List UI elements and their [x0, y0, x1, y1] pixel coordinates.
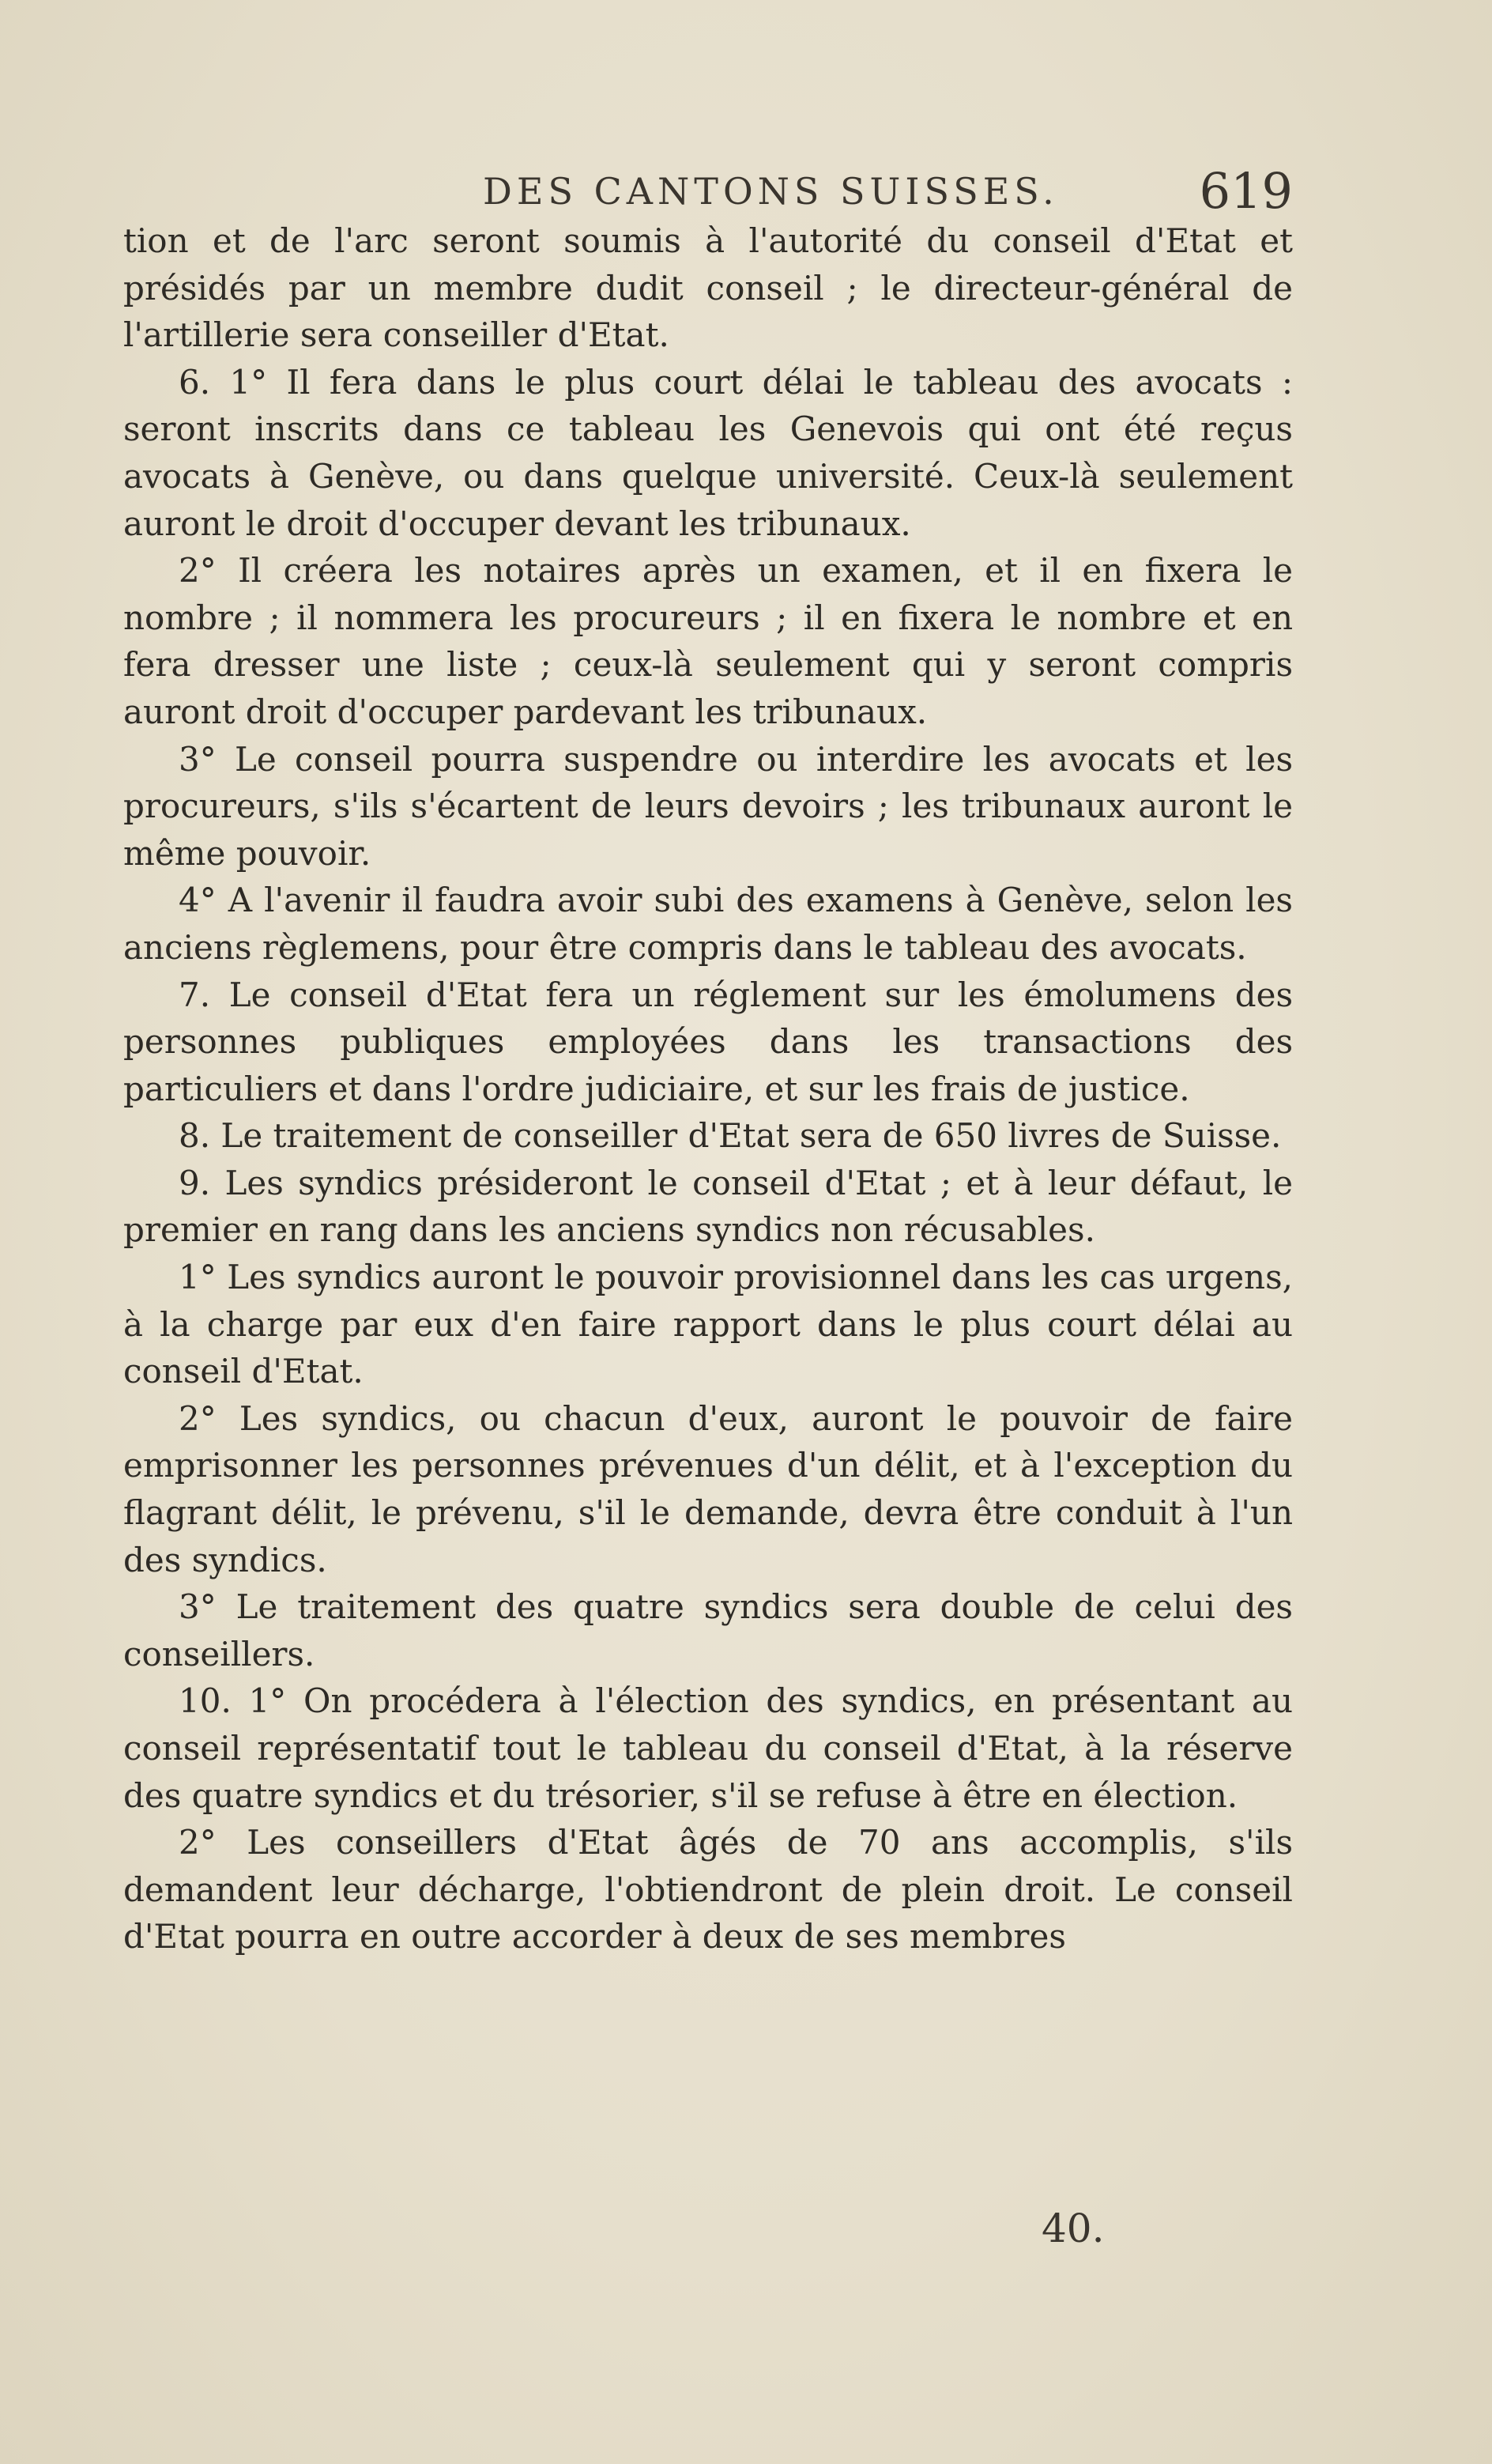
- paragraph-article-9-3: 3° Le traitement des quatre syndics sera double de celui des conseillers.: [123, 1587, 1293, 1673]
- paragraph-article-9-1: 1° Les syndics auront le pouvoir provisionnel dans les cas urgens, à la charge par eux d'en faire rapport dans le plus court délai au conseil d'Etat.: [123, 1258, 1293, 1391]
- paragraph-article-8: 8. Le traitement de conseiller d'Etat sera de 650 livres de Suisse.: [179, 1116, 1282, 1156]
- paragraph-article-6-4: 4° A l'avenir il faudra avoir subi des examens à Genève, selon les anciens règlemens, pour être compris dans le tableau des avocats.: [123, 881, 1293, 967]
- page-number: 619: [1199, 162, 1293, 220]
- paragraph-article-10-2: 2° Les conseillers d'Etat âgés de 70 ans accomplis, s'ils demandent leur décharge, l'obtiendront de plein droit. Le conseil d'Etat pourra en outre accorder à deux de ses membres: [123, 1823, 1293, 1956]
- body-text: [123, 217, 1293, 1960]
- signature-mark: 40.: [1042, 2206, 1105, 2251]
- paragraph-article-10-1: 10. 1° On procédera à l'élection des syndics, en présentant au conseil représentatif tout le tableau du conseil d'Etat, à la réserve des quatre syndics et du trésorier, s'il se refuse à être en élection.: [123, 1681, 1293, 1815]
- paragraph-article-6-3: 3° Le conseil pourra suspendre ou interdire les avocats et les procureurs, s'ils s'écartent de leurs devoirs ; les tribunaux auront le même pouvoir.: [123, 739, 1293, 873]
- paragraph-article-7: 7. Le conseil d'Etat fera un réglement sur les émolumens des personnes publiques employées dans les transactions des particuliers et dans l'ordre judiciaire, et sur les frais de justice.: [123, 975, 1293, 1108]
- paragraph-article-9: 9. Les syndics présideront le conseil d'Etat ; et à leur défaut, le premier en rang dans les anciens syndics non récusables.: [123, 1163, 1293, 1250]
- running-title: DES CANTONS SUISSES.: [483, 170, 1059, 213]
- paragraph-article-9-2: 2° Les syndics, ou chacun d'eux, auront le pouvoir de faire emprisonner les personnes prévenues d'un délit, et à l'exception du flagrant délit, le prévenu, s'il le demande, devra être conduit à l'un des syndics.: [123, 1398, 1293, 1579]
- page-header: [123, 162, 1293, 225]
- paragraph-continuation: tion et de l'arc seront soumis à l'autorité du conseil d'Etat et présidés par un membre dudit conseil ; le directeur-général de l'artillerie sera conseiller d'Etat.: [123, 221, 1293, 355]
- paragraph-article-6-1: 6. 1° Il fera dans le plus court délai le tableau des avocats : seront inscrits dans ce tableau les Genevois qui ont été reçus avocats à Genève, ou dans quelque université. Ceux-là seulement auront le droit d'occuper devant les tribunaux.: [123, 362, 1293, 543]
- paragraph-article-6-2: 2° Il créera les notaires après un examen, et il en fixera le nombre ; il nommera les procureurs ; il en fixera le nombre et en fera dresser une liste ; ceux-là seulement qui y seront compris auront droit d'occuper pardevant les tribunaux.: [123, 551, 1293, 731]
